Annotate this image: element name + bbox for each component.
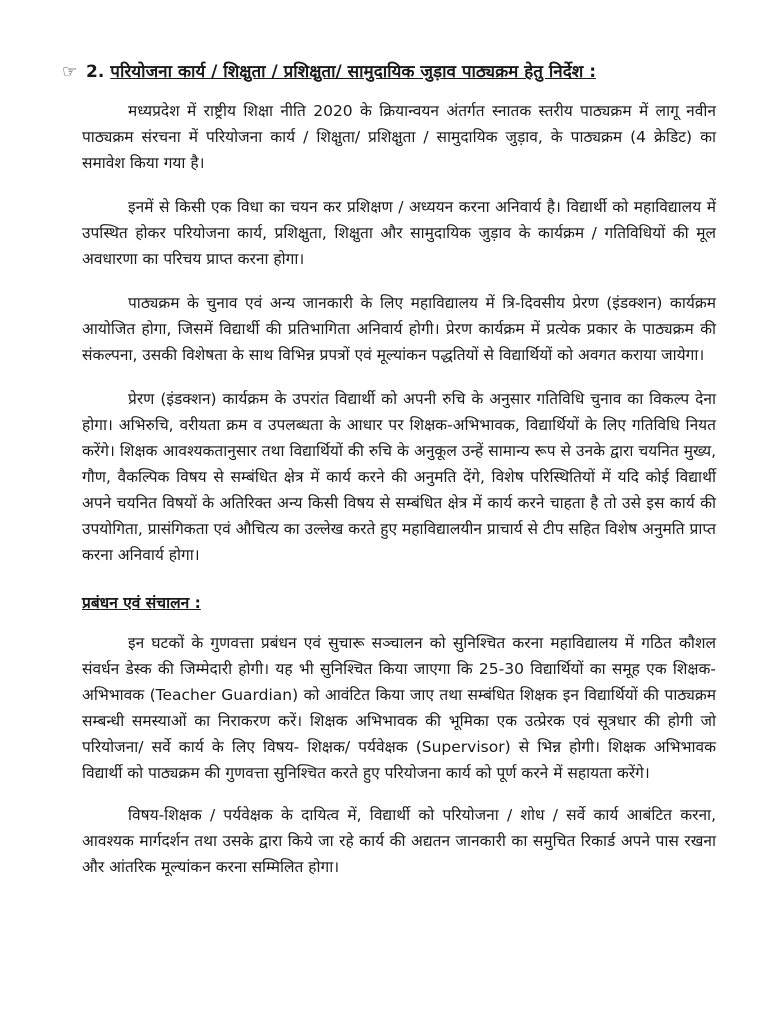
document-body (82, 98, 716, 880)
section-title: परियोजना कार्य / शिक्षुता / प्रशिक्षुता/ सामुदायिक जुड़ाव पाठ्यक्रम हेतु निर्देश : (110, 62, 597, 82)
section-heading (62, 60, 728, 84)
section-number: 2. (86, 62, 105, 82)
paragraph-intro: मध्यप्रदेश में राष्ट्रीय शिक्षा नीति 2020 के क्रियान्वयन अंतर्गत स्नातक स्तरीय पाठ्यक्रम में लागू नवीन पाठ्यक्रम संरचना में परियोजना कार्य / शिक्षुता/ प्रशिक्षुता / सामुदायिक जुड़ाव, के पाठ्यक्रम (4 क्रेडिट) का समावेश किया गया है। (82, 102, 716, 172)
management-subheading: प्रबंधन एवं संचालन : (82, 594, 201, 612)
paragraph-induction: पाठ्यक्रम के चुनाव एवं अन्य जानकारी के लिए महाविद्यालय में त्रि-दिवसीय प्रेरण (इंडक्शन) कार्यक्रम आयोजित होगा, जिसमें विद्यार्थी की प्रतिभागिता अनिवार्य होगी। प्रेरण कार्यक्रम में प्रत्येक प्रकार के पाठ्यक्रम की संकल्पना, उसकी विशेषता के साथ विभिन्न प्रपत्रों एवं मूल्यांकन पद्धतियों से विद्यार्थियों को अवगत कराया जायेगा। (82, 294, 716, 364)
paragraph-selection: इनमें से किसी एक विधा का चयन कर प्रशिक्षण / अध्ययन करना अनिवार्य है। विद्यार्थी को महाविद्यालय में उपस्थित होकर परियोजना कार्य, प्रशिक्षुता, शिक्षुता और सामुदायिक जुड़ाव के कार्यक्रम / गतिविधियों की मूल अवधारणा का परिचय प्राप्त करना होगा। (82, 198, 716, 268)
paragraph-management: इन घटकों के गुणवत्ता प्रबंधन एवं सुचारू सञ्चालन को सुनिश्चित करना महाविद्यालय में गठित कौशल संवर्धन डेस्क की जिम्मेदारी होगी। यह भी सुनिश्चित किया जाएगा कि 25-30 विद्यार्थियों का समूह एक शिक्षक-अभिभावक (Teacher Guardian) को आवंटित किया जाए तथा सम्बंधित शिक्षक इन विद्यार्थियों की पाठ्यक्रम सम्बन्धी समस्याओं का निराकरण करें। शिक्षक अभिभावक की भूमिका एक उत्प्रेरक एवं सूत्रधार की होगी जो परियोजना/ सर्वे कार्य के लिए विषय- शिक्षक/ पर्यवेक्षक (Supervisor) से भिन्न होगी। शिक्षक अभिभावक विद्यार्थी को पाठ्यक्रम की गुणवत्ता सुनिश्चित करते हुए परियोजना कार्य को पूर्ण करने में सहायता करेंगे। (82, 634, 716, 782)
pointing-hand-icon: ☞ (62, 62, 78, 82)
paragraph-supervisor-duties: विषय-शिक्षक / पर्यवेक्षक के दायित्व में, विद्यार्थी को परियोजना / शोध / सर्वे कार्य आबंटित करना, आवश्यक मार्गदर्शन तथा उसके द्वारा किये जा रहे कार्य की अद्यतन जानकारी का समुचित रिकार्ड अपने पास रखना और आंतरिक मूल्यांकन करना सम्मिलित होगा। (82, 806, 716, 876)
paragraph-activity-choice: प्रेरण (इंडक्शन) कार्यक्रम के उपरांत विद्यार्थी को अपनी रुचि के अनुसार गतिविधि चुनाव का विकल्प देना होगा। अभिरुचि, वरीयता क्रम व उपलब्धता के आधार पर शिक्षक-अभिभावक, विद्यार्थियों के लिए गतिविधि नियत करेंगे। शिक्षक आवश्यकतानुसार तथा विद्यार्थियों की रुचि के अनुकूल उन्हें सामान्य रूप से उनके द्वारा चयनित मुख्य, गौण, वैकल्पिक विषय से सम्बंधित क्षेत्र में कार्य करने की अनुमति देंगे, विशेष परिस्थितियों में यदि कोई विद्यार्थी अपने चयनित विषयों के अतिरिक्त अन्य किसी विषय से सम्बंधित क्षेत्र में कार्य करने चाहता है तो उसे इस कार्य की उपयोगिता, प्रासंगिकता एवं औचित्य का उल्लेख करते हुए महाविद्यालयीन प्राचार्य से टीप सहित विशेष अनुमति प्राप्त करना अनिवार्य होगा। (82, 390, 716, 564)
